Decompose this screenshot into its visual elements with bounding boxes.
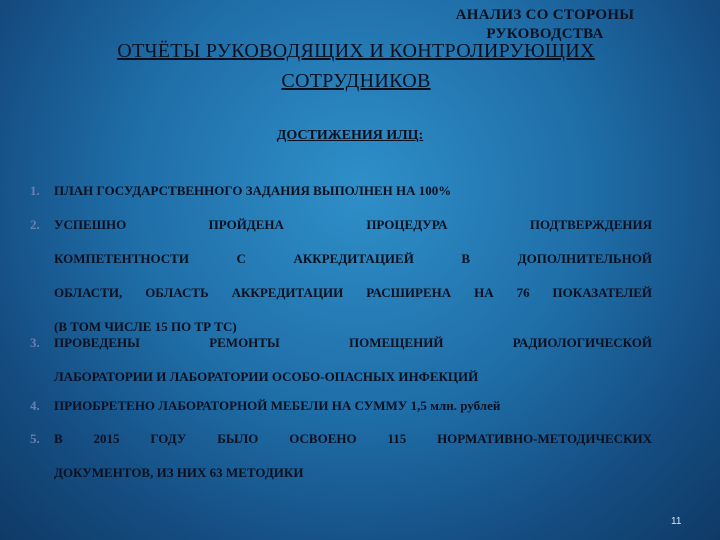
list-number: 3.	[30, 335, 40, 350]
list-number: 1.	[30, 183, 40, 198]
list-item-line: (В ТОМ ЧИСЛЕ 15 ПО ТР ТС)	[54, 319, 237, 334]
list-item-text	[54, 326, 652, 394]
list-item-text	[54, 174, 652, 208]
list-item-line: КОМПЕТЕНТНОСТИ С АККРЕДИТАЦИЕЙ В ДОПОЛНИТЕЛЬНОЙ	[54, 251, 652, 266]
corner-label: АНАЛИЗ СО СТОРОНЫ РУКОВОДСТВА	[455, 7, 635, 42]
list-item-5	[30, 422, 652, 490]
list-item-4	[30, 389, 652, 423]
list-item-1	[30, 174, 652, 208]
list-item-line: ПРИОБРЕТЕНО ЛАБОРАТОРНОЙ МЕБЕЛИ НА СУММУ 1,5 млн. рублей	[54, 398, 501, 413]
list-item-2	[30, 208, 652, 344]
list-item-line: В 2015 ГОДУ БЫЛО ОСВОЕНО 115 НОРМАТИВНО-МЕТОДИЧЕСКИХ	[54, 431, 652, 446]
list-item-line: ДОКУМЕНТОВ, ИЗ НИХ 63 МЕТОДИКИ	[54, 465, 304, 480]
list-item-text	[54, 208, 652, 344]
page-number: 11	[671, 516, 682, 527]
list-item-line: ОБЛАСТИ, ОБЛАСТЬ АККРЕДИТАЦИИ РАСШИРЕНА НА 76 ПОКАЗАТЕЛЕЙ	[54, 285, 652, 300]
slide-title-line-2: СОТРУДНИКОВ	[281, 70, 431, 92]
list-item-line: ПРОВЕДЕНЫ РЕМОНТЫ ПОМЕЩЕНИЙ РАДИОЛОГИЧЕСКОЙ	[54, 335, 652, 350]
list-item-text	[54, 422, 652, 490]
slide-title-line-1: ОТЧЁТЫ РУКОВОДЯЩИХ И КОНТРОЛИРУЮЩИХ	[117, 40, 595, 62]
list-item-line: УСПЕШНО ПРОЙДЕНА ПРОЦЕДУРА ПОДТВЕРЖДЕНИЯ	[54, 217, 652, 232]
list-number: 4.	[30, 398, 40, 413]
list-item-line: ЛАБОРАТОРИИ И ЛАБОРАТОРИИ ОСОБО-ОПАСНЫХ ИНФЕКЦИЙ	[54, 369, 479, 384]
list-item-3	[30, 326, 652, 394]
section-heading: ДОСТИЖЕНИЯ ИЛЦ:	[276, 128, 424, 143]
list-item-text	[54, 389, 652, 423]
list-number: 5.	[30, 431, 40, 446]
list-item-line: ПЛАН ГОСУДАРСТВЕННОГО ЗАДАНИЯ ВЫПОЛНЕН НА 100%	[54, 183, 452, 198]
list-number: 2.	[30, 217, 40, 232]
slide-title	[40, 36, 672, 96]
